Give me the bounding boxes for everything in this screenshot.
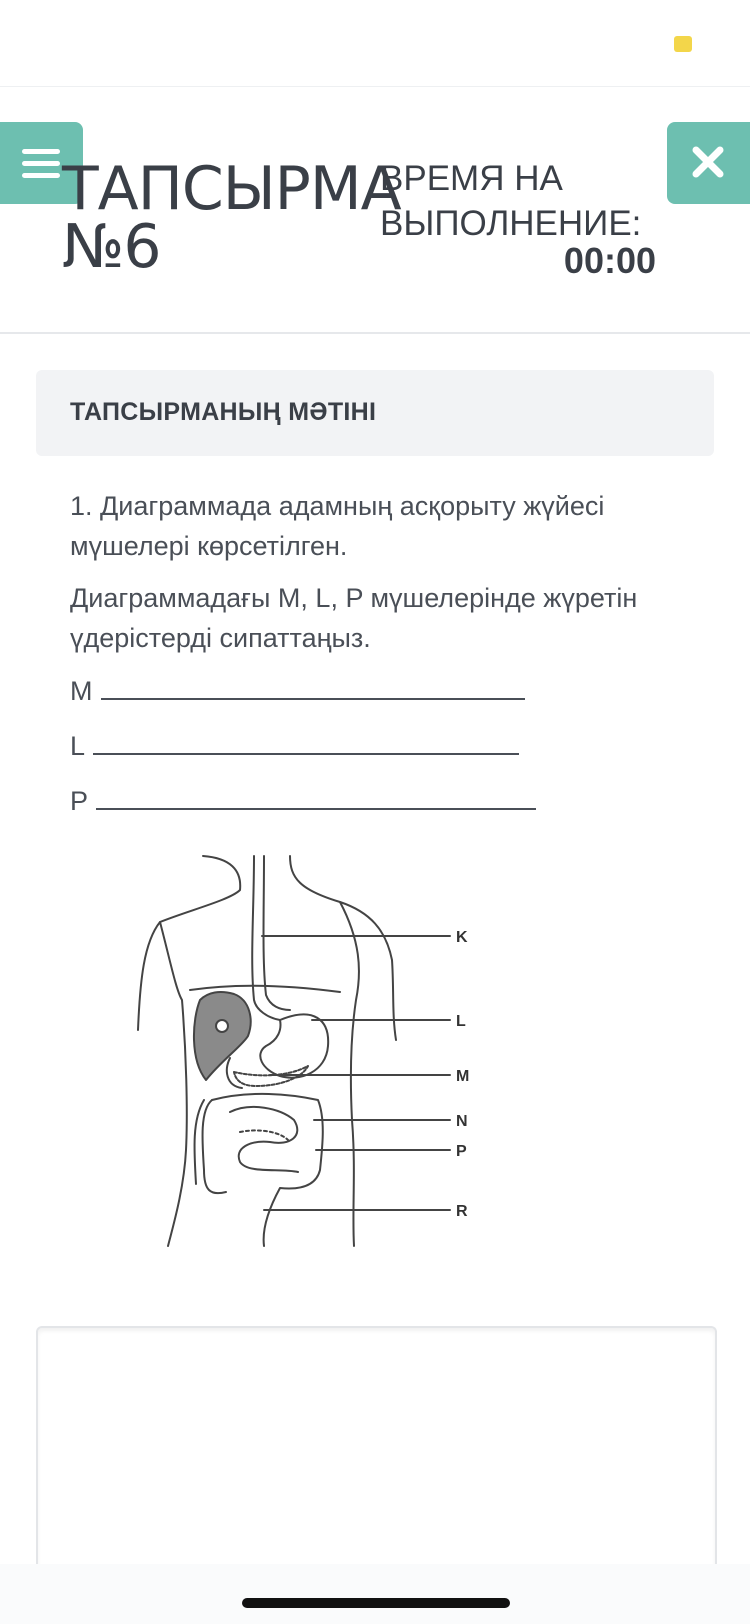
blank-line bbox=[93, 725, 519, 755]
diagram-label: L bbox=[456, 1013, 466, 1030]
home-area bbox=[0, 1564, 750, 1624]
task-number: №6 bbox=[62, 212, 161, 282]
task-title-line1: ТАПСЫРМА bbox=[62, 154, 401, 224]
status-bar bbox=[0, 0, 750, 87]
blank-row-m: M bbox=[70, 670, 700, 711]
blank-line bbox=[96, 780, 536, 810]
section-title: ТАПСЫРМАНЫҢ МӘТІНІ bbox=[70, 398, 377, 426]
task-title bbox=[62, 154, 401, 282]
close-button[interactable] bbox=[667, 122, 750, 204]
blank-row-p: P bbox=[70, 780, 700, 821]
instruction-text: Диаграммадағы M, L, P мүшелерінде жүретін үдерістерді сипаттаңыз. bbox=[70, 583, 638, 653]
hamburger-icon bbox=[22, 149, 60, 154]
task-content bbox=[70, 486, 700, 835]
time-label: ВРЕМЯ НА ВЫПОЛНЕНИЕ: bbox=[380, 159, 642, 243]
task-header bbox=[0, 88, 750, 334]
diagram-label: P bbox=[456, 1143, 467, 1160]
diagram-label: N bbox=[456, 1113, 468, 1130]
diagram-label: R bbox=[456, 1203, 468, 1220]
close-icon bbox=[691, 145, 725, 179]
diagram-label: M bbox=[456, 1068, 470, 1085]
blank-row-l: L bbox=[70, 725, 700, 766]
status-indicator-icon bbox=[674, 36, 692, 52]
home-indicator[interactable] bbox=[242, 1598, 510, 1608]
answer-input[interactable] bbox=[36, 1326, 717, 1568]
question-text: 1. Диаграммада адамның асқорыту жүйесі мүшелері көрсетілген. bbox=[70, 491, 605, 561]
diagram-label: K bbox=[456, 929, 468, 946]
timer-value: 00:00 bbox=[563, 240, 656, 281]
blank-line bbox=[101, 670, 525, 700]
section-header bbox=[36, 370, 714, 456]
digestive-system-diagram bbox=[130, 850, 500, 1260]
